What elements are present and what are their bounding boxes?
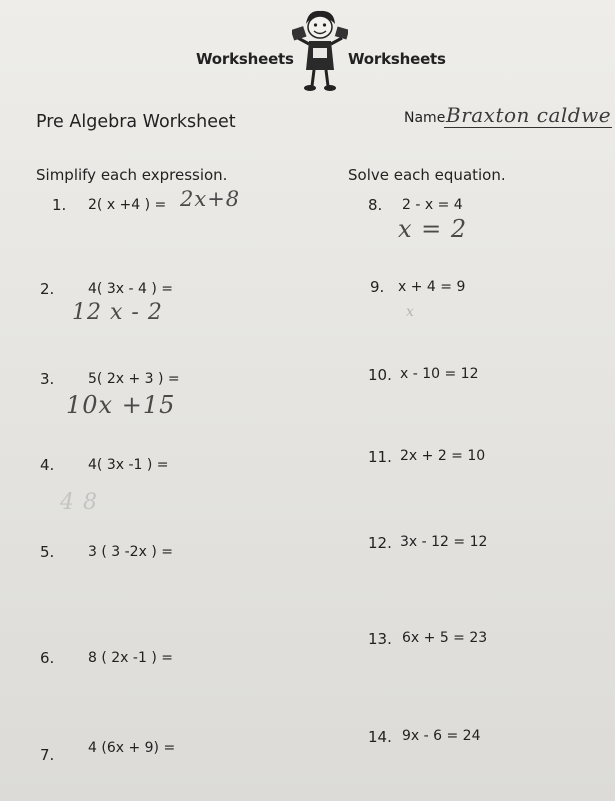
logo-word-left: Worksheets [196,50,294,68]
problem-number: 7. [40,746,55,764]
handwritten-answer: x [406,304,415,320]
problem-expression: 2( x +4 ) = [88,197,167,213]
problem-expression: 4 (6x + 9) = [88,740,176,756]
student-name-handwritten: Braxton caldwe [446,103,612,127]
handwritten-answer: 12 x - 2 [72,300,163,325]
problem-expression: 3 ( 3 -2x ) = [88,544,173,560]
problem-expression: 6x + 5 = 23 [402,630,488,646]
problem-number: 13. [368,630,392,648]
problem-number: 9. [370,278,385,296]
problem-number: 3. [40,370,55,388]
problem-expression: 2 - x = 4 [402,197,463,213]
problem-expression: 3x - 12 = 12 [400,534,488,550]
problem-number: 14. [368,728,392,746]
logo-word-right: Worksheets [348,50,446,68]
problem-number: 2. [40,280,55,298]
problem-number: 6. [40,649,55,667]
problem-number: 8. [368,196,383,214]
problem-expression: x - 10 = 12 [400,366,479,382]
worksheet-title: Pre Algebra Worksheet [36,112,236,132]
handwritten-answer: 2x+8 [180,187,241,211]
problem-expression: 4( 3x - 4 ) = [88,281,173,297]
worksheets-logo [196,8,446,94]
simplify-heading: Simplify each expression. [36,166,228,184]
handwritten-answer: 10x +15 [66,391,176,419]
handwritten-answer: 4 8 [60,490,98,515]
problem-number: 1. [52,196,67,214]
problem-number: 4. [40,456,55,474]
problem-number: 11. [368,448,392,466]
problem-expression: 5( 2x + 3 ) = [88,371,180,387]
problem-number: 10. [368,366,392,384]
name-underline [444,127,612,128]
solve-heading: Solve each equation. [348,166,506,184]
handwritten-answer: x = 2 [398,215,468,243]
problem-expression: 9x - 6 = 24 [402,728,481,744]
problem-number: 5. [40,543,55,561]
problem-expression: 8 ( 2x -1 ) = [88,650,173,666]
cartoon-kid-logo-icon [292,8,348,94]
problem-number: 12. [368,534,392,552]
problem-expression: 2x + 2 = 10 [400,448,486,464]
name-label: Name [404,110,446,126]
problem-expression: 4( 3x -1 ) = [88,457,169,473]
problem-expression: x + 4 = 9 [398,279,466,295]
